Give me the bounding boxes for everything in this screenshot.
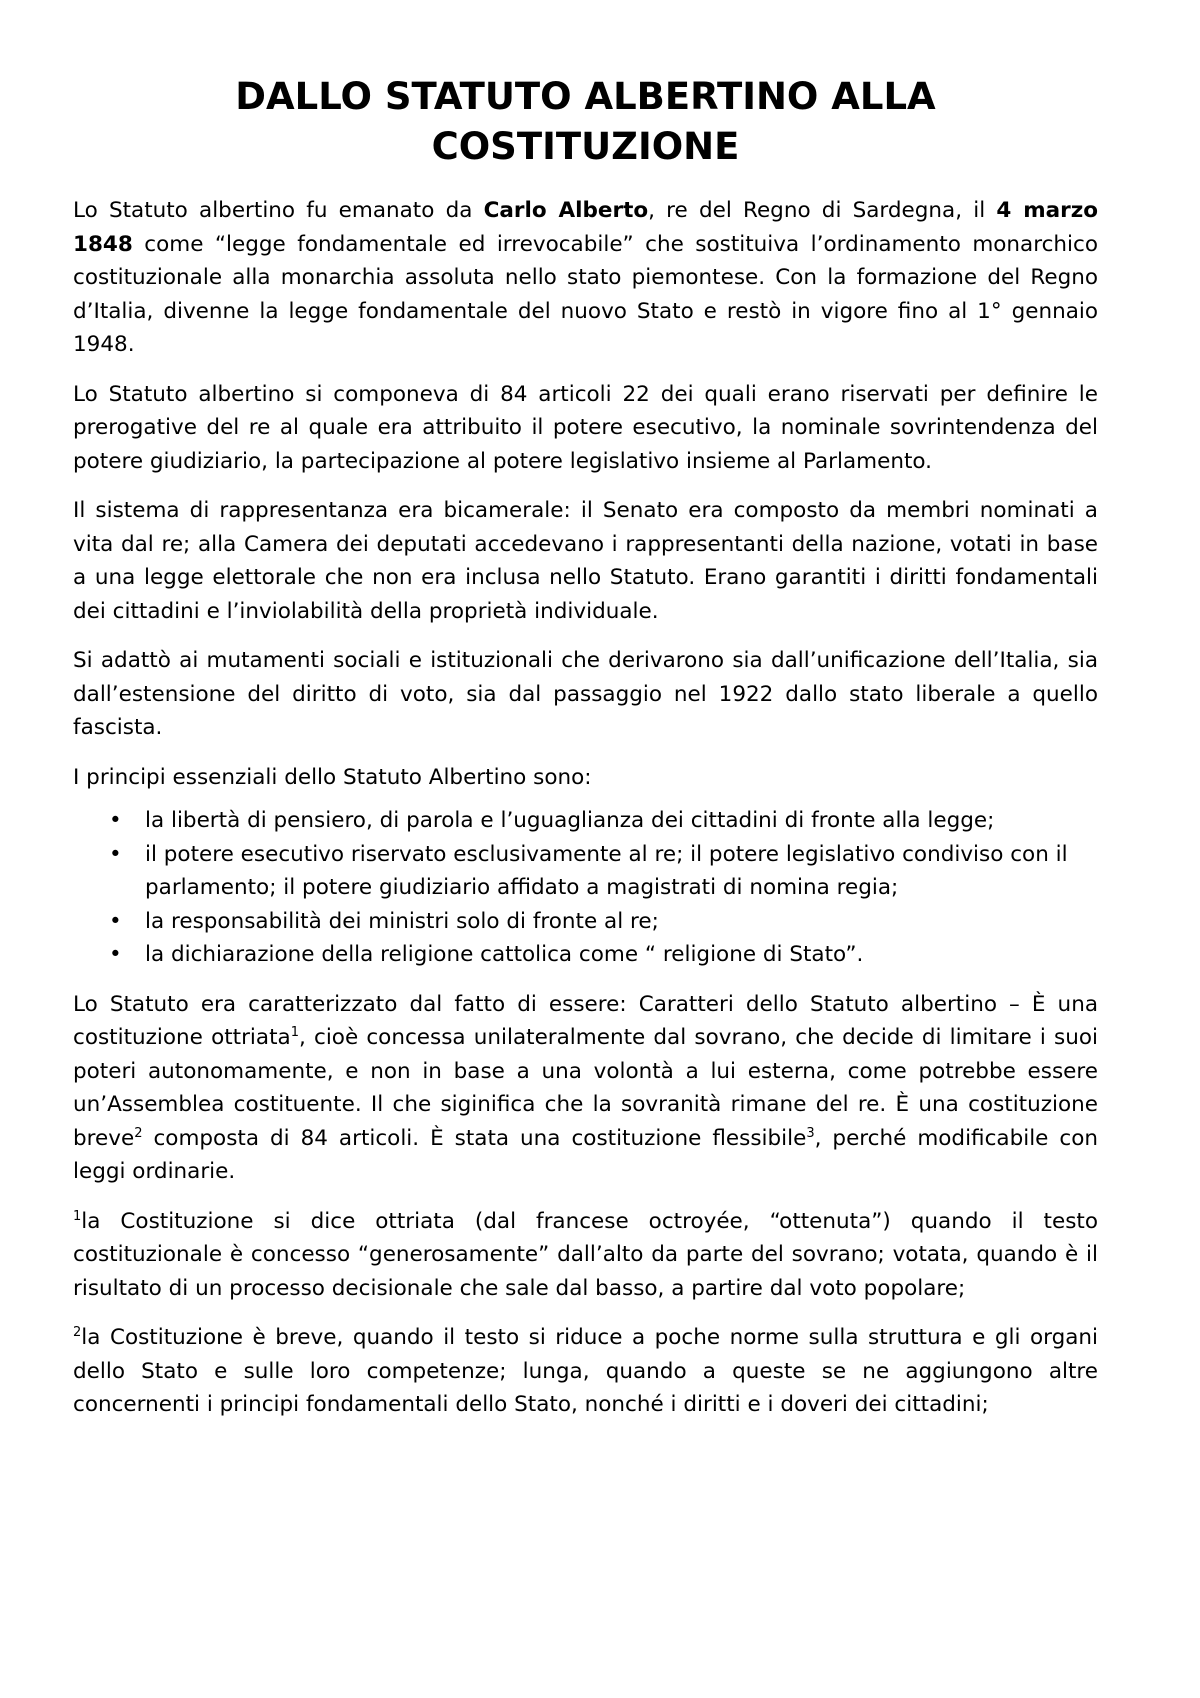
list-item (73, 905, 1098, 939)
list-item (73, 938, 1098, 972)
paragraph-intro (73, 194, 1098, 362)
paragraph-principles-intro: I principi essenziali dello Statuto Albertino sono: (73, 764, 592, 790)
list-item-text: la dichiarazione della religione cattolica come “ religione di Stato”. (145, 942, 864, 967)
characteristics-text-a: Lo Statuto era caratterizzato dal fatto di essere: Caratteri dello Statuto albertino – È una costituzione ottriata (73, 991, 1098, 1050)
footnote-1-text: la Costituzione si dice ottriata (dal francese octroyée, “ottenuta”) quando il testo costituzionale è concesso “generosamente” dall’alto da parte del sovrano; votata, quando è il risultato di un processo decisionale che sale dal basso, a partire dal voto popolare; (73, 1208, 1098, 1301)
paragraph-articles: Lo Statuto albertino si componeva di 84 articoli 22 dei quali erano riservati per definire le prerogative del re al quale era attribuito il potere esecutivo, la nominale sovrintendenza del potere giudiziario, la partecipazione al potere legislativo insieme al Parlamento. (73, 381, 1098, 474)
principles-list (73, 804, 1098, 972)
intro-text-a: Lo Statuto albertino fu emanato da (73, 198, 484, 223)
list-item-text: la libertà di pensiero, di parola e l’uguaglianza dei cittadini di fronte alla legge; (145, 808, 995, 833)
characteristics-text-b: , cioè concessa unilateralmente dal sovrano, che decide di limitare i suoi poteri autonomamente, e non in base a una volontà a lui esterna, come potrebbe essere un’Assemblea costituente. Il che siginifica che la sovranità rimane del re. È una costituzione breve (73, 1025, 1099, 1151)
footnote-1 (73, 1205, 1098, 1306)
bullet-icon: • (109, 908, 122, 934)
footnote-2 (73, 1321, 1098, 1422)
intro-text-e: come “legge fondamentale ed irrevocabile” che sostituiva l’ordinamento monarchico costituzionale alla monarchia assoluta nello stato piemontese. Con la formazione del Regno d’Italia, divenne la legge fondamentale del nuovo Stato e restò in vigore fino al 1° gennaio 1948. (73, 231, 1098, 357)
footnote-1-marker: 1 (73, 1208, 82, 1224)
bullet-icon: • (109, 841, 122, 867)
footnote-ref-1: 1 (290, 1025, 299, 1040)
characteristics-text-d: , perché modificabile con leggi ordinarie. (73, 1125, 1098, 1184)
intro-bold-date: 4 marzo 1848 (73, 198, 1098, 257)
bullet-icon: • (109, 942, 122, 967)
title-line-2: COSTITUZIONE (431, 125, 740, 168)
paragraph-adaptation: Si adattò ai mutamenti sociali e istituzionali che derivarono sia dall’unificazione dell’Italia, sia dall’estensione del diritto di voto, sia dal passaggio nel 1922 dallo stato liberale a quello fascista. (73, 648, 1098, 740)
footnote-ref-3: 3 (806, 1125, 815, 1141)
list-item-text: il potere esecutivo riservato esclusivamente al re; il potere legislativo condiviso con il parlamento; il potere giudiziario affidato a magistrati di nomina regia; (145, 841, 1068, 900)
page-title (73, 72, 1098, 172)
list-item (73, 804, 1098, 838)
intro-text-c: , re del Regno di Sardegna, il (648, 198, 997, 223)
footnote-2-text: la Costituzione è breve, quando il testo si riduce a poche norme sulla struttura e gli organi dello Stato e sulle loro competenze; lunga, quando a queste se ne aggiungono altre concernenti i principi fondamentali dello Stato, nonché i diritti e i doveri dei cittadini; (73, 1325, 1098, 1417)
intro-bold-carlo-alberto: Carlo Alberto (483, 198, 649, 223)
list-item-text: la responsabilità dei ministri solo di fronte al re; (145, 908, 659, 934)
bullet-icon: • (109, 808, 122, 833)
characteristics-text-c: composta di 84 articoli. È stata una costituzione flessibile (142, 1125, 807, 1151)
paragraph-characteristics (73, 988, 1098, 1189)
footnote-ref-2: 2 (134, 1125, 143, 1141)
paragraph-representation: Il sistema di rappresentanza era bicamerale: il Senato era composto da membri nominati a vita dal re; alla Camera dei deputati accedevano i rappresentanti della nazione, votati in base a una legge elettorale che non era inclusa nello Statuto. Erano garantiti i diritti fondamentali dei cittadini e l’inviolabilità della proprietà individuale. (73, 498, 1098, 624)
list-item (73, 838, 1098, 905)
footnote-2-marker: 2 (73, 1325, 82, 1340)
document-page (73, 72, 1098, 1438)
title-line-1: DALLO STATUTO ALBERTINO ALLA (235, 75, 936, 118)
